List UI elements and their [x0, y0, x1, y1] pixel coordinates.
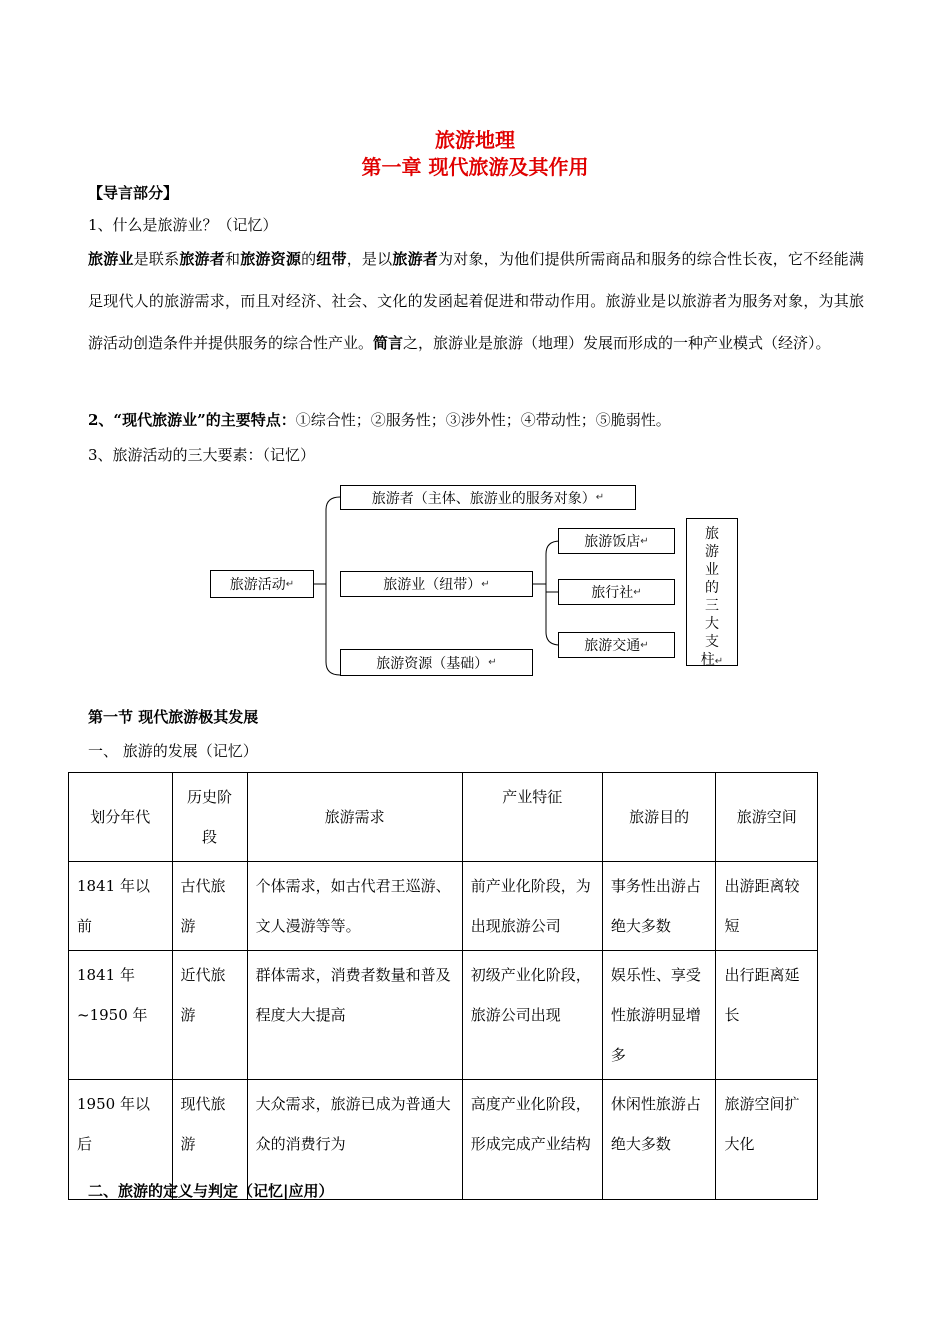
- table-header-cell: 旅游空间: [716, 773, 818, 862]
- node-tourism-resource: 旅游资源（基础） ↵: [340, 649, 533, 676]
- table-cell: 事务性出游占绝大多数: [602, 862, 716, 951]
- table-header-cell: 旅游目的: [602, 773, 716, 862]
- table-cell: 现代旅游: [172, 1080, 247, 1200]
- table-cell: 出游距离较短: [716, 862, 818, 951]
- table-cell: 初级产业化阶段，旅游公司出现: [462, 951, 602, 1080]
- definition-paragraph: 旅游业是联系旅游者和旅游资源的纽带，是以旅游者为对象，为他们提供所需商品和服务的综合性长夜，它不经能满足现代人的旅游需求，而且对经济、社会、文化的发函起着促进和带动作用。旅游业是以旅游者为服务对象，为其旅游活动创造条件并提供服务的综合性产业。简言之，旅游业是旅游（地理）发展而形成的一种产业模式（经济）。: [88, 250, 864, 352]
- table-cell: 个体需求，如古代君王巡游、文人漫游等等。: [247, 862, 462, 951]
- node-tourism-industry: 旅游业（纽带） ↵: [340, 571, 533, 597]
- table-cell: 大众需求，旅游已成为普通大众的消费行为: [247, 1080, 462, 1200]
- table-cell: 前产业化阶段，为出现旅游公司: [462, 862, 602, 951]
- node-tourism-activity: 旅游活动 ↵: [210, 570, 314, 598]
- subsection-development: 一、 旅游的发展（记忆）: [88, 742, 258, 760]
- node-transport: 旅游交通 ↵: [558, 632, 675, 658]
- node-travel-agency: 旅行社 ↵: [558, 579, 675, 605]
- node-hotel: 旅游饭店 ↵: [558, 528, 675, 554]
- table-cell: 出行距离延长: [716, 951, 818, 1080]
- question-3: 3、旅游活动的三大要素：（记忆）: [88, 446, 316, 464]
- table-header-cell: 产业特征: [462, 773, 602, 862]
- table-cell: 近代旅游: [172, 951, 247, 1080]
- table-cell: 1841 年 ~1950 年: [69, 951, 173, 1080]
- table-header-cell: 旅游需求: [247, 773, 462, 862]
- table-cell: 高度产业化阶段，形成完成产业结构: [462, 1080, 602, 1200]
- table-row: [69, 951, 818, 1080]
- table-cell: 娱乐性、享受性旅游明显增多: [602, 951, 716, 1080]
- development-table: [68, 772, 818, 1200]
- table-header-row: [69, 773, 818, 862]
- table-header-cell: 划分年代: [69, 773, 173, 862]
- table-header-cell: 历史阶段: [172, 773, 247, 862]
- chapter-title: 第一章 现代旅游及其作用: [361, 155, 589, 179]
- question-1: 1、什么是旅游业？（记忆）: [88, 216, 278, 234]
- table-cell: 群体需求，消费者数量和普及程度大大提高: [247, 951, 462, 1080]
- table-cell: 旅游空间扩大化: [716, 1080, 818, 1200]
- table-cell: 休闲性旅游占绝大多数: [602, 1080, 716, 1200]
- table-row: [69, 862, 818, 951]
- table-cell: 古代旅游: [172, 862, 247, 951]
- term-industry: 旅游业: [88, 250, 134, 268]
- question-2: 2、“现代旅游业”的主要特点：①综合性；②服务性；③涉外性；④带动性；⑤脆弱性。: [88, 411, 671, 429]
- table-cell: 1950 年以后: [69, 1080, 173, 1200]
- node-tourist: 旅游者（主体、旅游业的服务对象） ↵: [340, 485, 636, 510]
- intro-section-label: 【导言部分】: [88, 184, 179, 202]
- table-cell: 1841 年以前: [69, 862, 173, 951]
- subsection-definition: 二、旅游的定义与判定（记忆|应用）: [88, 1182, 334, 1200]
- doc-title: 旅游地理: [435, 128, 515, 152]
- node-three-pillars: 旅 游 业 的 三 大 支 柱↵: [686, 518, 738, 666]
- section-1-title: 第一节 现代旅游极其发展: [88, 708, 259, 726]
